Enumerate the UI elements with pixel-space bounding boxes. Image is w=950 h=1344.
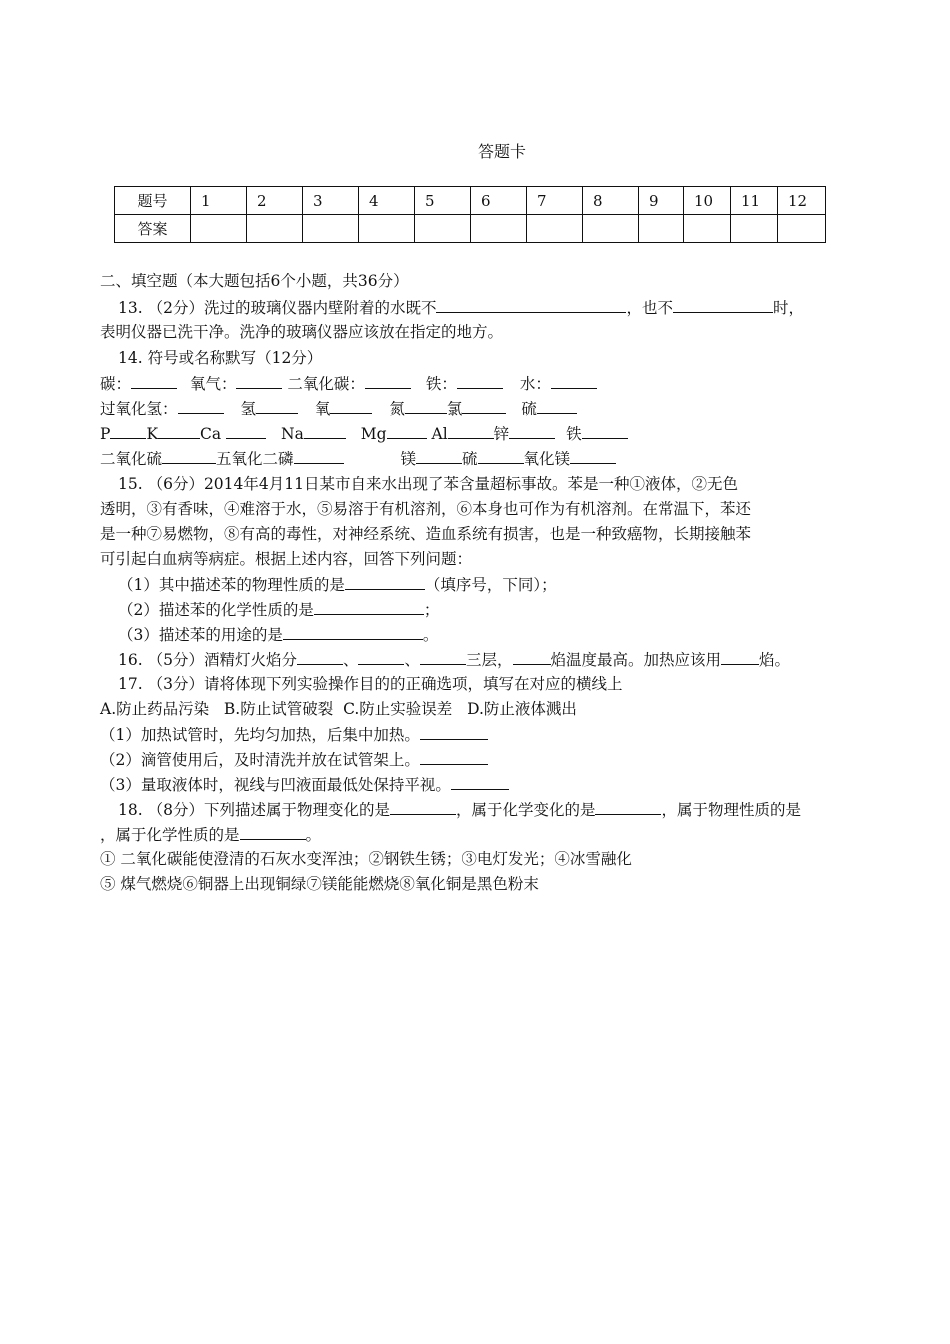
answer-cell[interactable] [191, 215, 247, 243]
table-cell: 5 [415, 187, 471, 215]
answer-blank[interactable] [405, 398, 447, 414]
q16-text: 焰温度最高。加热应该用 [550, 651, 722, 669]
q14-row2 [100, 398, 577, 419]
answer-blank[interactable] [304, 423, 346, 439]
answer-blank[interactable] [551, 373, 597, 389]
answer-blank[interactable] [478, 448, 524, 464]
q18-text: 。 [305, 826, 322, 844]
q15-sub2 [118, 599, 439, 620]
table-cell: 7 [527, 187, 583, 215]
answer-blank[interactable] [462, 398, 506, 414]
answer-cell[interactable] [527, 215, 583, 243]
answer-cell[interactable] [247, 215, 303, 243]
q17-text: （1）加热试管时，先均匀加热，后集中加热。 [100, 726, 420, 744]
table-cell: 1 [191, 187, 247, 215]
answer-blank[interactable] [131, 373, 177, 389]
answer-blank[interactable] [420, 749, 488, 765]
q18-text: ，属于物理性质的是 [661, 801, 801, 819]
q15-line3: 是一种⑦易燃物，⑧有高的毒性，对神经系统、造血系统有损害，也是一种致癌物，长期接触苯 [100, 525, 752, 543]
table-cell: 4 [359, 187, 415, 215]
table-cell: 12 [778, 187, 826, 215]
element-label: 水： [519, 375, 551, 393]
q15-text: （2）描述苯的化学性质的是 [118, 601, 314, 619]
answer-cell[interactable] [639, 215, 684, 243]
answer-blank[interactable] [283, 624, 423, 640]
q15-text: （填序号，下同）； [424, 576, 557, 594]
answer-blank[interactable] [436, 297, 626, 313]
element-label: 氧化镁 [523, 450, 571, 468]
element-label: 二氧化碳： [287, 375, 365, 393]
answer-blank[interactable] [448, 423, 494, 439]
element-label: 硫 [461, 450, 478, 468]
q18-text: ，属于化学变化的是 [455, 801, 596, 819]
answer-blank[interactable] [240, 824, 306, 840]
element-label: 氧 [314, 400, 331, 418]
answer-blank[interactable] [570, 448, 616, 464]
answer-table [114, 186, 826, 243]
table-cell: 8 [583, 187, 639, 215]
element-label: Al [431, 425, 448, 443]
q18-line1 [118, 799, 801, 820]
answer-card-title: 答题卡 [477, 142, 526, 161]
q13-text: ，也不 [626, 299, 673, 317]
table-cell: 2 [247, 187, 303, 215]
q18-line3: ① 二氧化碳能使澄清的石灰水变浑浊；②钢铁生锈；③电灯发光；④冰雪融化 [100, 850, 632, 868]
element-label: 硫 [521, 400, 537, 418]
answer-blank[interactable] [673, 297, 773, 313]
element-label: Ca [200, 425, 222, 443]
answer-cell[interactable] [778, 215, 826, 243]
answer-blank[interactable] [582, 423, 628, 439]
table-cell: 6 [471, 187, 527, 215]
q16-text: 、 [342, 651, 359, 669]
q16-text: 、 [404, 651, 420, 669]
answer-blank[interactable] [537, 398, 577, 414]
element-label: P [100, 425, 111, 443]
element-label: 碳： [100, 375, 132, 393]
answer-cell[interactable] [731, 215, 778, 243]
answer-header: 答案 [115, 215, 191, 243]
q17-options: A.防止药品污染 B.防止试管破裂 C.防止实验误差 D.防止液体溅出 [100, 700, 577, 718]
q16-text: 三层， [465, 651, 513, 669]
element-label: 铁： [425, 375, 457, 393]
answer-blank[interactable] [314, 599, 424, 615]
q15-text: ； [423, 601, 440, 619]
q16-text: 焰。 [759, 651, 791, 669]
answer-blank[interactable] [420, 724, 488, 740]
element-label: 镁 [400, 450, 416, 468]
q18-line2 [100, 824, 321, 845]
table-cell: 10 [684, 187, 731, 215]
element-label: K [146, 425, 159, 443]
q17-text: （3）量取液体时，视线与凹液面最低处保持平视。 [100, 776, 451, 794]
element-label: 二氧化硫 [100, 450, 163, 468]
q14-row1 [100, 373, 597, 394]
element-label: 氧气： [189, 375, 237, 393]
answer-blank[interactable] [513, 649, 551, 665]
answer-blank[interactable] [721, 649, 759, 665]
answer-blank[interactable] [509, 423, 555, 439]
answer-blank[interactable] [158, 423, 200, 439]
element-label: 氮 [389, 400, 405, 418]
answer-blank[interactable] [416, 448, 462, 464]
answer-blank[interactable] [236, 373, 282, 389]
answer-blank[interactable] [390, 799, 456, 815]
answer-blank[interactable] [457, 373, 503, 389]
table-cell: 3 [303, 187, 359, 215]
q18-line4: ⑤ 煤气燃烧⑥铜器上出现铜绿⑦镁能能燃烧⑧氧化铜是黑色粉末 [100, 875, 539, 893]
element-label: 铁 [566, 425, 582, 443]
answer-blank[interactable] [387, 423, 427, 439]
answer-cell[interactable] [471, 215, 527, 243]
element-label: 氢 [240, 400, 256, 418]
element-label: 五氧化二磷 [216, 450, 294, 468]
q15-text: （1）其中描述苯的物理性质的是 [118, 576, 345, 594]
q14-row3 [100, 423, 628, 444]
answer-cell[interactable] [415, 215, 471, 243]
answer-blank[interactable] [294, 448, 344, 464]
q17-item1 [100, 724, 488, 745]
answer-blank[interactable] [365, 373, 411, 389]
answer-cell[interactable] [303, 215, 359, 243]
answer-blank[interactable] [358, 649, 404, 665]
q13-text: 13. （2分）洗过的玻璃仪器内壁附着的水既不 [118, 299, 437, 317]
q17-title: 17. （3分）请将体现下列实验操作目的的正确选项，填写在对应的横线上 [118, 675, 623, 693]
q13-line1 [118, 297, 804, 318]
q16-text: 16. （5分）酒精灯火焰分 [118, 651, 297, 669]
table-cell: 9 [639, 187, 684, 215]
table-cell: 11 [731, 187, 778, 215]
answer-blank[interactable] [178, 398, 224, 414]
answer-blank[interactable] [330, 398, 372, 414]
q15-line1: 15. （6分）2014年4月11日某市自来水出现了苯含量超标事故。苯是一种①液体，②无色 [118, 475, 738, 493]
answer-blank[interactable] [595, 799, 661, 815]
answer-blank[interactable] [162, 448, 216, 464]
element-label: Mg [360, 425, 387, 443]
element-label: 过氧化氢： [100, 400, 178, 418]
answer-blank[interactable] [451, 774, 509, 790]
table-row [115, 215, 826, 243]
q15-sub1 [118, 574, 557, 595]
q15-text: 。 [422, 626, 439, 644]
q17-item2 [100, 749, 488, 770]
answer-blank[interactable] [297, 649, 343, 665]
q15-sub3 [118, 624, 438, 645]
q18-text: ，属于化学性质的是 [100, 826, 240, 844]
q17-item3 [100, 774, 509, 795]
element-label: Na [281, 425, 304, 443]
q16-line [118, 649, 790, 670]
table-row [115, 187, 826, 215]
answer-cell[interactable] [583, 215, 639, 243]
q17-text: （2）滴管使用后，及时清洗并放在试管架上。 [100, 751, 420, 769]
q15-line4: 可引起白血病等病症。根据上述内容，回答下列问题： [100, 550, 473, 568]
q14-title: 14. 符号或名称默写（12分） [118, 349, 323, 367]
q15-text: （3）描述苯的用途的是 [118, 626, 283, 644]
answer-blank[interactable] [110, 423, 146, 439]
section-heading: 二、填空题（本大题包括6个小题，共36分） [100, 272, 409, 290]
answer-blank[interactable] [420, 649, 466, 665]
answer-blank[interactable] [256, 398, 298, 414]
answer-cell[interactable] [684, 215, 731, 243]
q13-text: 时， [772, 299, 804, 317]
question-number-header: 题号 [115, 187, 191, 215]
element-label: 锌 [493, 425, 510, 443]
q18-text: 18. （8分）下列描述属于物理变化的是 [118, 801, 390, 819]
answer-cell[interactable] [359, 215, 415, 243]
answer-blank[interactable] [345, 574, 425, 590]
element-label: 氯 [446, 400, 463, 418]
q15-line2: 透明，③有香味，④难溶于水，⑤易溶于有机溶剂，⑥本身也可作为有机溶剂。在常温下，苯还 [100, 500, 752, 518]
answer-blank[interactable] [226, 423, 266, 439]
q13-line2: 表明仪器已洗干净。洗净的玻璃仪器应该放在指定的地方。 [100, 323, 504, 341]
q14-row4 [100, 448, 616, 469]
